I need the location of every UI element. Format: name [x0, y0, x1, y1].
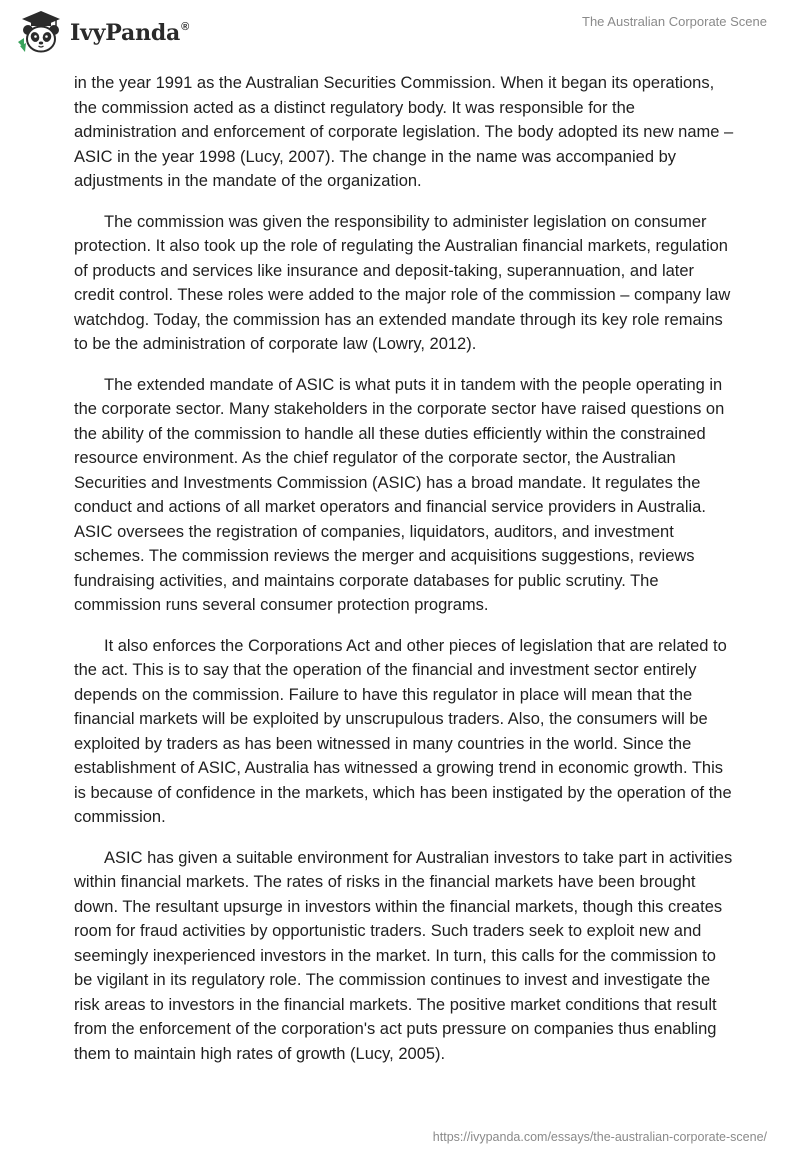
paragraph: The commission was given the responsibility to administer legislation on consumer protection. It also took up the role of regulating the Australian financial markets, regulation of products and services like insurance and deposit-taking, superannuation, and later credit control. These roles were added to the major role of the commission – company law watchdog. Today, the commission has an extended mandate through its key role remains to be the administration of corporate law (Lowry, 2012). — [74, 212, 731, 353]
logo-text: IvyPanda® — [70, 20, 190, 46]
document-title: The Australian Corporate Scene — [582, 14, 767, 29]
paragraph: in the year 1991 as the Australian Securities Commission. When it began its operations, the commission acted as a distinct regulatory body. It was responsible for the administration and enforcement of corporate legislation. The body adopted its new name – ASIC in the year 1998 (Lucy, 2007). The change in the name was accompanied by adjustments in the mandate of the organization. — [74, 74, 734, 190]
paragraph: The extended mandate of ASIC is what puts it in tandem with the people operating in the corporate sector. Many stakeholders in the corporate sector have raised questions on the ability of the commission to handle all these duties efficiently within the constrained resource environment. As the chief regulator of the corporate sector, the Australian Securities and Investments Commission (ASIC) has a broad mandate. It regulates the conduct and actions of all market operators and financial service providers in Australia. ASIC oversees the registration of companies, liquidators, auditors, and investment schemes. The commission reviews the merger and acquisitions suggestions, reviews fundraising activities, and maintains corporate databases for public scrutiny. The commission runs several consumer protection programs. — [74, 375, 725, 614]
paragraph: It also enforces the Corporations Act and other pieces of legislation that are related to the act. This is to say that the operation of the financial and investment sector entirely depends on the commission. Failure to have this regulator in place will mean that the financial markets will be exploited by unscrupulous traders. Also, the consumers will be exploited by traders as has been witnessed in many countries in the world. Since the establishment of ASIC, Australia has witnessed a growing trend in economic growth. This is because of confidence in the markets, which has been instigated by the operation of the commission. — [74, 636, 732, 826]
registered-mark: ® — [181, 20, 190, 33]
panda-graduate-icon — [14, 8, 64, 56]
logo[interactable] — [14, 8, 189, 56]
essay-body — [74, 71, 734, 1082]
source-url[interactable]: https://ivypanda.com/essays/the-australian-corporate-scene/ — [432, 1130, 767, 1144]
paragraph: ASIC has given a suitable environment for Australian investors to take part in activities within financial markets. The rates of risks in the financial markets have been brought down. The resultant upsurge in investors within the financial markets, though this creates room for fraud activities by opportunistic traders. Such traders seek to exploit new and seemingly inexperienced investors in the market. In turn, this calls for the commission to be vigilant in its regulatory role. The commission continues to invest and investigate the risk areas to investors in the financial markets. The positive market conditions that result from the enforcement of the corporation's act puts pressure on companies thus enabling them to maintain high rates of growth (Lucy, 2005). — [74, 848, 733, 1063]
page-header — [0, 0, 800, 64]
